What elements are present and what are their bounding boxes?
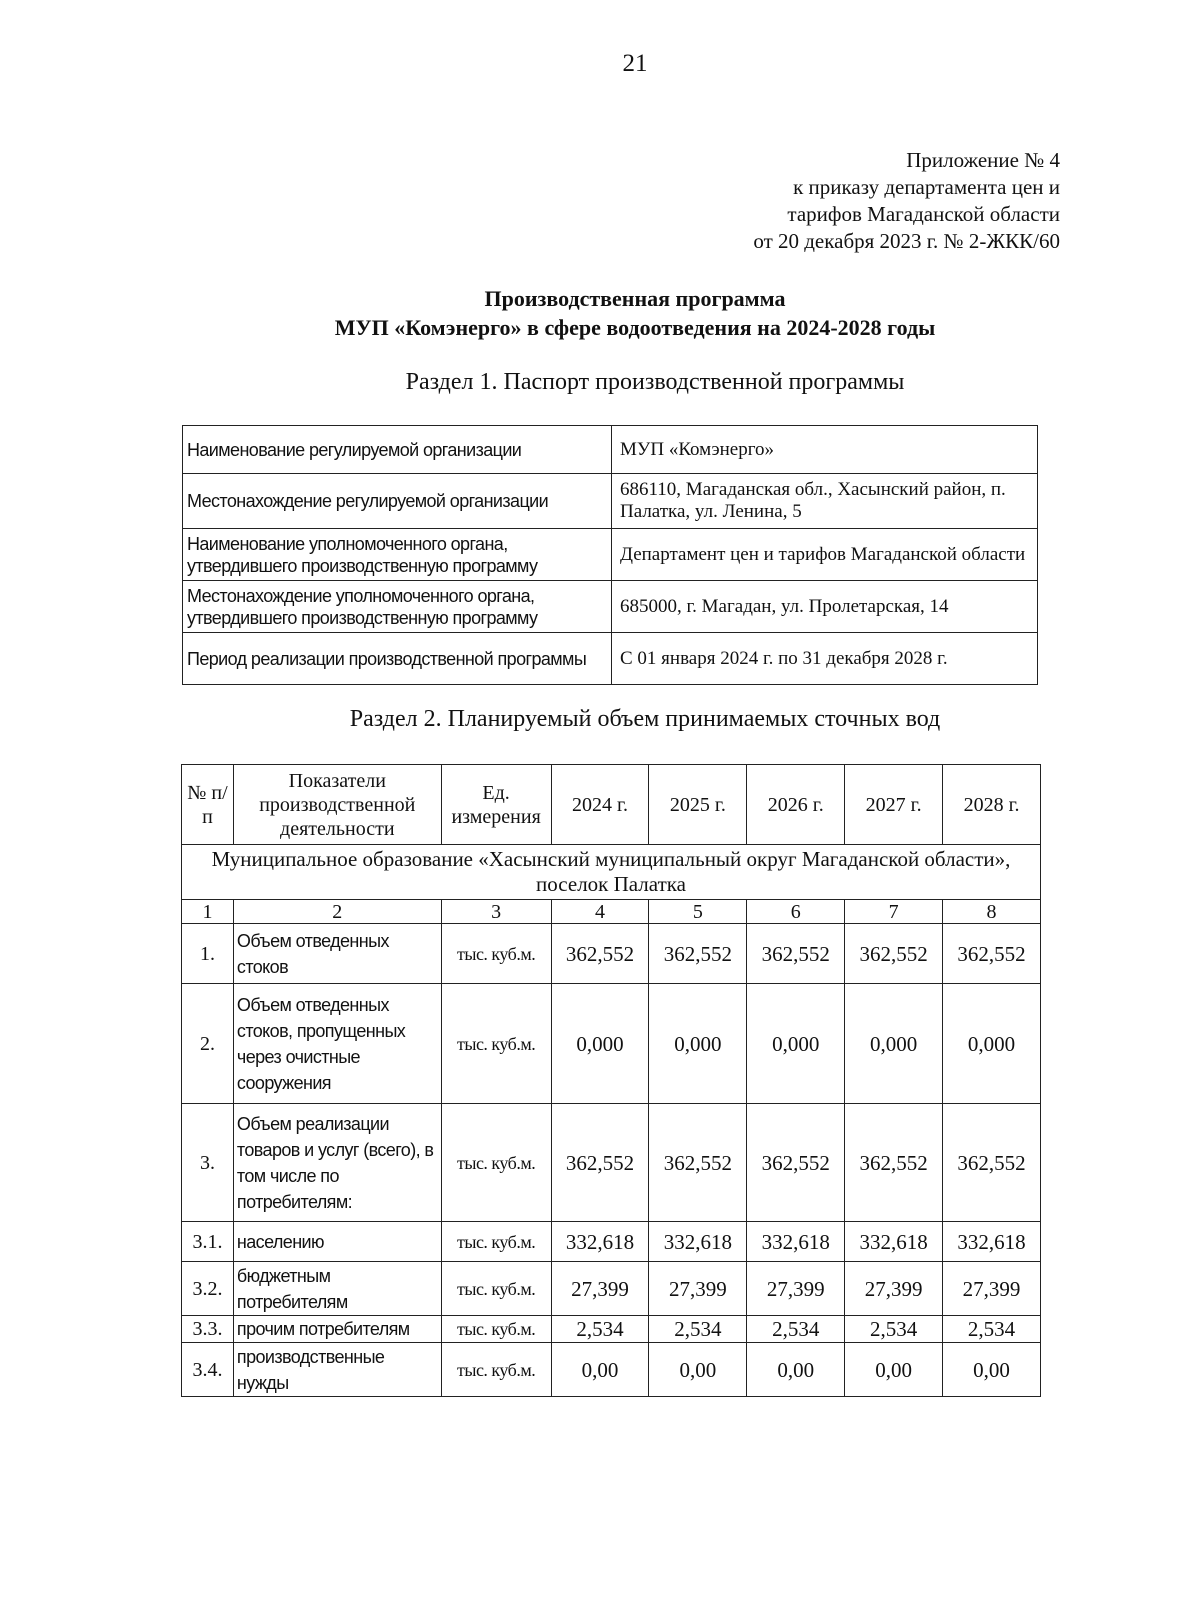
row-unit: тыс. куб.м. xyxy=(441,1343,551,1397)
header-2028: 2028 г. xyxy=(943,765,1041,845)
municipality-cell: Муниципальное образование «Хасынский муниципальный округ Магаданской области», поселок Палатка xyxy=(182,845,1041,900)
row-num: 3.3. xyxy=(182,1316,234,1343)
table-row xyxy=(182,1104,1041,1222)
value-2027: 27,399 xyxy=(845,1262,943,1316)
passport-value: 686110, Магаданская обл., Хасынский район, п. Палатка, ул. Ленина, 5 xyxy=(612,474,1038,529)
row-unit: тыс. куб.м. xyxy=(441,1222,551,1262)
appendix-line-4: от 20 декабря 2023 г. № 2-ЖКК/60 xyxy=(753,229,1060,253)
row-unit: тыс. куб.м. xyxy=(441,1316,551,1343)
row-name: Объем реализации товаров и услуг (всего), в том числе по потребителям: xyxy=(233,1104,441,1222)
row-num: 3.1. xyxy=(182,1222,234,1262)
document-title xyxy=(0,284,1200,342)
value-2027: 362,552 xyxy=(845,924,943,984)
row-num: 3.4. xyxy=(182,1343,234,1397)
row-num: 2. xyxy=(182,984,234,1104)
row-unit: тыс. куб.м. xyxy=(441,1262,551,1316)
value-2025: 332,618 xyxy=(649,1222,747,1262)
table-row xyxy=(182,1262,1041,1316)
column-number: 6 xyxy=(747,900,845,924)
passport-value: С 01 января 2024 г. по 31 декабря 2028 г. xyxy=(612,633,1038,685)
value-2024: 0,00 xyxy=(551,1343,649,1397)
section2-heading: Раздел 2. Планируемый объем принимаемых сточных вод xyxy=(349,706,941,732)
column-number: 7 xyxy=(845,900,943,924)
value-2027: 0,00 xyxy=(845,1343,943,1397)
row-num: 3.2. xyxy=(182,1262,234,1316)
appendix-line-1: Приложение № 4 xyxy=(906,148,1060,172)
value-2027: 2,534 xyxy=(845,1316,943,1343)
title-line-1: Производственная программа xyxy=(484,286,786,311)
value-2025: 27,399 xyxy=(649,1262,747,1316)
passport-key: Наименование регулируемой организации xyxy=(183,426,612,474)
value-2025: 362,552 xyxy=(649,924,747,984)
value-2028: 27,399 xyxy=(943,1262,1041,1316)
value-2025: 362,552 xyxy=(649,1104,747,1222)
value-2026: 2,534 xyxy=(747,1316,845,1343)
column-numbers-row xyxy=(182,900,1041,924)
column-number: 8 xyxy=(943,900,1041,924)
passport-row xyxy=(183,426,1038,474)
value-2028: 332,618 xyxy=(943,1222,1041,1262)
value-2028: 362,552 xyxy=(943,924,1041,984)
value-2027: 0,000 xyxy=(845,984,943,1104)
passport-table xyxy=(182,425,1038,685)
header-2026: 2026 г. xyxy=(747,765,845,845)
value-2024: 332,618 xyxy=(551,1222,649,1262)
column-number: 4 xyxy=(551,900,649,924)
passport-row xyxy=(183,633,1038,685)
value-2024: 362,552 xyxy=(551,1104,649,1222)
table-row xyxy=(182,924,1041,984)
row-num: 1. xyxy=(182,924,234,984)
page-number: 21 xyxy=(622,50,648,77)
appendix-line-3: тарифов Магаданской области xyxy=(787,202,1060,226)
value-2027: 332,618 xyxy=(845,1222,943,1262)
header-unit: Ед. измерения xyxy=(441,765,551,845)
header-2024: 2024 г. xyxy=(551,765,649,845)
row-name: Объем отведенных стоков xyxy=(233,924,441,984)
value-2028: 0,000 xyxy=(943,984,1041,1104)
table-header-row xyxy=(182,765,1041,845)
passport-row xyxy=(183,581,1038,633)
value-2026: 0,00 xyxy=(747,1343,845,1397)
value-2028: 2,534 xyxy=(943,1316,1041,1343)
municipality-row xyxy=(182,845,1041,900)
column-number: 5 xyxy=(649,900,747,924)
passport-value: Департамент цен и тарифов Магаданской области xyxy=(612,529,1038,581)
appendix-line-2: к приказу департамента цен и xyxy=(793,175,1060,199)
header-indicator: Показатели производственной деятельности xyxy=(233,765,441,845)
section1-heading: Раздел 1. Паспорт производственной программы xyxy=(405,369,905,395)
passport-value: 685000, г. Магадан, ул. Пролетарская, 14 xyxy=(612,581,1038,633)
value-2027: 362,552 xyxy=(845,1104,943,1222)
column-number: 2 xyxy=(233,900,441,924)
row-name: населению xyxy=(233,1222,441,1262)
header-2025: 2025 г. xyxy=(649,765,747,845)
row-name: производственные нужды xyxy=(233,1343,441,1397)
passport-key: Наименование уполномоченного органа, утвердившего производственную программу xyxy=(183,529,612,581)
column-number: 1 xyxy=(182,900,234,924)
table-row xyxy=(182,984,1041,1104)
value-2025: 0,00 xyxy=(649,1343,747,1397)
table-row xyxy=(182,1222,1041,1262)
passport-row xyxy=(183,529,1038,581)
column-number: 3 xyxy=(441,900,551,924)
appendix-block xyxy=(753,147,1060,255)
value-2026: 362,552 xyxy=(747,924,845,984)
value-2024: 362,552 xyxy=(551,924,649,984)
passport-row xyxy=(183,474,1038,529)
passport-key: Местонахождение уполномоченного органа, утвердившего производственную программу xyxy=(183,581,612,633)
row-name: Объем отведенных стоков, пропущенных через очистные сооружения xyxy=(233,984,441,1104)
value-2028: 0,00 xyxy=(943,1343,1041,1397)
row-unit: тыс. куб.м. xyxy=(441,924,551,984)
value-2025: 0,000 xyxy=(649,984,747,1104)
table-row xyxy=(182,1316,1041,1343)
value-2024: 2,534 xyxy=(551,1316,649,1343)
value-2028: 362,552 xyxy=(943,1104,1041,1222)
passport-key: Период реализации производственной программы xyxy=(183,633,612,685)
value-2024: 0,000 xyxy=(551,984,649,1104)
table-row xyxy=(182,1343,1041,1397)
value-2025: 2,534 xyxy=(649,1316,747,1343)
header-2027: 2027 г. xyxy=(845,765,943,845)
title-line-2: МУП «Комэнерго» в сфере водоотведения на 2024-2028 годы xyxy=(334,315,936,340)
row-name: прочим потребителям xyxy=(233,1316,441,1343)
passport-key: Местонахождение регулируемой организации xyxy=(183,474,612,529)
volume-table xyxy=(181,764,1041,1397)
row-unit: тыс. куб.м. xyxy=(441,984,551,1104)
value-2026: 332,618 xyxy=(747,1222,845,1262)
value-2026: 362,552 xyxy=(747,1104,845,1222)
row-name: бюджетным потребителям xyxy=(233,1262,441,1316)
passport-value: МУП «Комэнерго» xyxy=(612,426,1038,474)
value-2024: 27,399 xyxy=(551,1262,649,1316)
row-unit: тыс. куб.м. xyxy=(441,1104,551,1222)
header-num: № п/п xyxy=(182,765,234,845)
value-2026: 0,000 xyxy=(747,984,845,1104)
row-num: 3. xyxy=(182,1104,234,1222)
value-2026: 27,399 xyxy=(747,1262,845,1316)
